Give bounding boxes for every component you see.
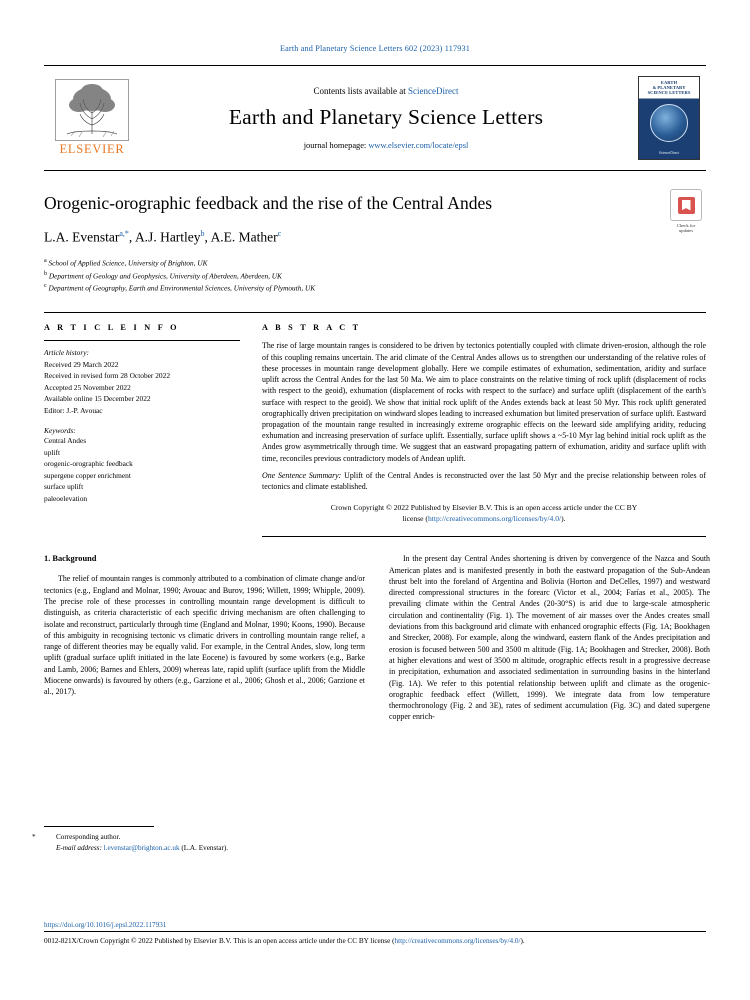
abstract-paragraph: The rise of large mountain ranges is considered to be driven by tectonics potentially coupled with climate driven-erosion, although the role of this coupling remains uncertain. The arid climate of the Central Andes allows us to strengthen our understanding of the relative roles of these processes in mountain range development globally. Here we compile estimates of exhumation, sedimentation, aridity and surface uplift across the Central Andes for the last 50 Ma. We aim to place constraints on the relative timing of rock uplift (displacement of rocks with respect to the geoid), exhumation (displacement of rocks with respect to the surface) and surface uplift (displacement of the earth's surface with respect to the geoid). We show that initial rock uplift of the Andes extends back at least 50 Myr. This rock uplift generated orographically driven precipitation on windward slopes leading to increased exhumation but limited preservation of surface uplift. Eastward propagation of the mountain range resulted in increasingly extreme orographic effects on the leeward side amplifying aridity, reducing exhumation and increasing preservation of surface uplift. Essentially, surface uplift shows a ~5-10 Myr lag behind initial rock uplift as the Andes grow asymmetrically through time. We suggest that an eastward propagating pattern of exhumation, aridity and surface uplift with time, reconciles previous contradictory models of Andean uplift. bbox=[262, 341, 706, 463]
article-info-heading: A R T I C L E I N F O bbox=[44, 323, 180, 333]
cover-globe-icon bbox=[650, 104, 688, 142]
keyword-item: paleoelevation bbox=[44, 493, 88, 503]
keyword-item: surface uplift bbox=[44, 482, 84, 492]
footnote-email bbox=[44, 843, 365, 854]
cover-title: EARTH & PLANETARY SCIENCE LETTERS bbox=[647, 80, 691, 96]
history-item: Available online 15 December 2022 bbox=[44, 394, 151, 404]
publisher-logo bbox=[44, 66, 140, 170]
divider bbox=[44, 826, 154, 827]
masthead-center bbox=[140, 66, 632, 170]
divider bbox=[262, 536, 706, 537]
author-name: A.E. Mather bbox=[210, 229, 278, 245]
cc-license-link-footer[interactable]: http://creativecommons.org/licenses/by/4.0/ bbox=[394, 937, 521, 946]
copyright-suffix: ). bbox=[561, 514, 566, 524]
affiliation-item bbox=[44, 257, 706, 269]
author-name: A.J. Hartley bbox=[134, 229, 201, 245]
body-paragraph: In the present day Central Andes shortening is driven by convergence of the Nazca and South American plates and is manifested presently in both the eastward propagation of the Sub-Andean thrust belt into the foreland of Argentina and Bolivia (Horton and DeCelles, 1997) and westward directed compressional structures in the forearc (Victor et al., 2004; Farías et al., 2005). The prevailing climate within the Central Andes (20-30°S) is arid due to large-scale atmospheric circulation and continentality (Fig. 1). The movement of air masses over the Andes creates small deviations from this background arid climate with enhanced orographic effects (Fig. 1A; Bookhagen and Strecker, 2008). For example, along the windward, eastern flank of the Andes precipitation and erosion is focused between 500 and 3500 m altitude (Fig. 1A; Bookhagen and Strecker, 2008). Both at higher elevations and west of 3500 m altitude, orographic effects result in a progressive decrease in precipitation, exhumation and associated sedimentation in surrounding basins in the hinterland (Fig. 1A). We refer to this potential relationship between uplift and climate as the orogenic-orographic feedback effect (Willett, 1999). We integrate data from low temperature thermochronology (Fig. 2 and 3E), rates of sediment accumulation (Fig. 3C) and dated supergene copper enrich- bbox=[389, 554, 710, 722]
title-block bbox=[44, 171, 706, 294]
one-sentence-label: One Sentence Summary: bbox=[262, 470, 342, 480]
keyword-item: supergene copper enrichment bbox=[44, 470, 131, 480]
elsevier-wordmark: ELSEVIER bbox=[59, 142, 125, 156]
keyword-item: Central Andes bbox=[44, 436, 87, 446]
body-column-left bbox=[32, 553, 365, 853]
homepage-line bbox=[304, 141, 469, 150]
abstract-column bbox=[262, 323, 706, 537]
copyright-line-1: Crown Copyright © 2022 Published by Elsevier B.V. This is an open access article under the CC BY bbox=[330, 503, 638, 513]
footnote-star: * bbox=[32, 832, 36, 841]
one-sentence-summary bbox=[262, 470, 706, 492]
divider bbox=[44, 931, 706, 932]
issn-prefix: 0012-821X/Crown Copyright © 2022 Published by Elsevier B.V. This is an open access article under the CC BY license ( bbox=[44, 937, 395, 946]
page-footer bbox=[44, 920, 706, 948]
affiliation-mark: c bbox=[44, 283, 47, 290]
journal-homepage-link[interactable]: www.elsevier.com/locate/epsl bbox=[368, 141, 469, 150]
author-marks[interactable]: b bbox=[200, 228, 205, 238]
issn-suffix: ). bbox=[520, 937, 525, 946]
article-history bbox=[44, 347, 240, 416]
keyword-list bbox=[44, 435, 240, 504]
affiliation-text: School of Applied Science, University of Brighton, UK bbox=[48, 258, 208, 268]
author-marks[interactable]: c bbox=[277, 228, 282, 238]
affiliation-text: Department of Geography, Earth and Environmental Sciences, University of Plymouth, UK bbox=[48, 283, 316, 293]
journal-masthead bbox=[44, 65, 706, 171]
history-item: Editor: J.-P. Avouac bbox=[44, 405, 103, 415]
copyright-prefix: license ( bbox=[402, 514, 428, 524]
email-link[interactable]: l.evenstar@brighton.ac.uk bbox=[103, 843, 180, 852]
email-label: E-mail address: bbox=[56, 843, 104, 852]
issn-copyright-line bbox=[44, 936, 706, 948]
elsevier-tree-icon bbox=[55, 79, 129, 141]
keyword-item: uplift bbox=[44, 447, 61, 457]
history-item: Received 29 March 2022 bbox=[44, 359, 119, 369]
cc-license-link[interactable]: http://creativecommons.org/licenses/by/4.0/ bbox=[427, 514, 562, 524]
doi-link[interactable]: https://doi.org/10.1016/j.epsl.2022.117931 bbox=[44, 920, 167, 929]
running-head: Earth and Planetary Science Letters 602 (2023) 117931 bbox=[279, 44, 471, 53]
page-title: Orogenic-orographic feedback and the rise of the Central Andes bbox=[44, 193, 493, 213]
affiliation-item bbox=[44, 270, 706, 282]
history-item: Received in revised form 28 October 2022 bbox=[44, 371, 171, 381]
body-paragraph: The relief of mountain ranges is commonly attributed to a combination of climate change and/or tectonics (e.g., England and Molnar, 1990; Avouac and Burov, 1996; Willett, 1999; Whipple, 2009). The precise role of these processes in controlling mountain range development is difficult to distinguish, as criteria characteristic of each specific driving mechanism are often challenging to isolate and reconstruct, particularly through time (England and Molnar, 1990; Koons, 1990). Because of this ambiguity in recognising tectonic vs climatic drivers in controlling mountain range relief, a range of different theories may be equally valid. For example, in the Central Andes, slow, long term uplift (gradual surface uplift initiated in the late Eocene) is favoured by some workers (e.g., Barke and Lamb, 2006; Barnes and Ehlers, 2009) whereas late, rapid uplift (surface uplift from the Middle Miocene onwards) is favoured by others (e.g., Garzione et al., 2006; Ghosh et al., 2006; Garzione et al., 2017). bbox=[44, 574, 365, 697]
author-name: L.A. Evenstar bbox=[44, 229, 120, 245]
affiliation-mark: b bbox=[44, 270, 48, 277]
journal-title: Earth and Planetary Science Letters bbox=[228, 105, 544, 129]
history-item: Accepted 25 November 2022 bbox=[44, 382, 131, 392]
crossmark-badge[interactable] bbox=[666, 189, 706, 234]
sciencedirect-link[interactable]: ScienceDirect bbox=[408, 86, 459, 96]
history-label: Article history: bbox=[44, 348, 89, 358]
homepage-prefix: journal homepage: bbox=[303, 141, 369, 150]
cover-caption: ScienceDirect bbox=[658, 151, 680, 155]
article-body bbox=[32, 553, 710, 853]
abstract-heading: A B S T R A C T bbox=[262, 323, 361, 333]
footnote-corresponding bbox=[32, 832, 365, 843]
affiliation-list bbox=[44, 257, 706, 294]
affiliation-mark: a bbox=[44, 258, 47, 265]
email-owner: (L.A. Evenstar). bbox=[179, 843, 229, 852]
section-heading: 1. Background bbox=[44, 554, 97, 564]
author-marks[interactable]: a,* bbox=[119, 228, 129, 238]
author-list: L.A. Evenstar$^{a,*}$, A.J. Hartley$^b$, A.E. Mather$^c$ bbox=[44, 228, 282, 245]
divider bbox=[44, 340, 240, 341]
crossmark-label: Check for updates bbox=[676, 223, 696, 234]
keywords-label: Keywords: bbox=[44, 426, 76, 436]
contents-prefix: Contents lists available at bbox=[313, 86, 408, 96]
affiliation-item bbox=[44, 282, 706, 294]
affiliation-text: Department of Geology and Geophysics, University of Aberdeen, Aberdeen, UK bbox=[48, 271, 282, 281]
article-info-column bbox=[44, 323, 240, 537]
abstract-copyright bbox=[262, 502, 706, 524]
corresponding-author-footnote bbox=[32, 826, 365, 854]
info-abstract-section bbox=[44, 312, 706, 537]
one-sentence-text: Uplift of the Central Andes is reconstructed over the last 50 Myr and the precise relationship between roles of tectonics and climate established. bbox=[262, 470, 707, 492]
journal-cover-thumbnail bbox=[632, 66, 706, 170]
abstract-body bbox=[262, 340, 706, 492]
footnote-text: Corresponding author. bbox=[56, 832, 121, 841]
keyword-item: orogenic-orographic feedback bbox=[44, 459, 133, 469]
contents-line bbox=[314, 86, 459, 96]
crossmark-icon bbox=[678, 197, 695, 214]
body-column-right bbox=[389, 553, 710, 853]
